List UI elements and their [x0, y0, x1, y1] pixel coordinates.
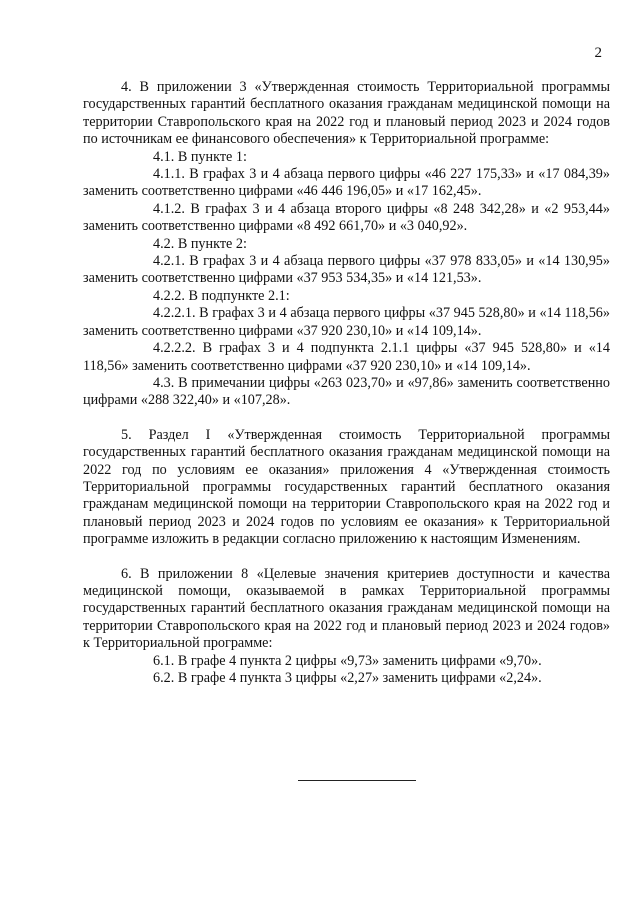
paragraph-4-2-2: 4.2.2. В подпункте 2.1:: [153, 287, 290, 304]
document-body: [83, 79, 610, 687]
end-separator-line: [298, 780, 416, 781]
paragraph-4-2-2-2: 4.2.2.2. В графах 3 и 4 подпункта 2.1.1 цифры «37 945 528,80» и «14 118,56» заменить соответственно цифрами «37 920 230,10» и «14 109,14».: [83, 340, 610, 374]
paragraph-4-1-1: 4.1.1. В графах 3 и 4 абзаца первого цифры «46 227 175,33» и «17 084,39» заменить соответственно цифрами «46 446 196,05» и «17 162,45».: [83, 166, 610, 200]
paragraph-4-3: 4.3. В примечании цифры «263 023,70» и «97,86» заменить соответственно цифрами «288 322,40» и «107,28».: [83, 374, 610, 409]
page-number: 2: [594, 45, 602, 61]
paragraph-6: 6. В приложении 8 «Целевые значения критериев доступности и качества медицинской помощи, оказываемой в рамках Территориальной программы государственных гарантий бесплатного оказания гражданам медицинской помощи на территории Ставропольского края на 2022 год и плановый период 2023 и 2024 годов» к Территориальной программе:: [83, 565, 610, 652]
paragraph-4-2: 4.2. В пункте 2:: [153, 235, 247, 252]
section-gap: [83, 549, 610, 566]
paragraph-4-1-2: 4.1.2. В графах 3 и 4 абзаца второго цифры «8 248 342,28» и «2 953,44» заменить соответственно цифрами «8 492 661,70» и «3 040,92».: [83, 200, 610, 235]
paragraph-4-2-2-1: 4.2.2.1. В графах 3 и 4 абзаца первого цифры «37 945 528,80» и «14 118,56» заменить соответственно цифрами «37 920 230,10» и «14 109,14».: [83, 305, 610, 339]
paragraph-6-2: 6.2. В графе 4 пункта 3 цифры «2,27» заменить цифрами «2,24».: [153, 670, 542, 686]
section-6: [83, 566, 610, 688]
section-4: [83, 79, 610, 410]
paragraph-4-2-1: 4.2.1. В графах 3 и 4 абзаца первого цифры «37 978 833,05» и «14 130,95» заменить соответственно цифрами «37 953 534,35» и «14 121,53».: [83, 253, 610, 287]
section-5: [83, 427, 610, 549]
paragraph-6-1: 6.1. В графе 4 пункта 2 цифры «9,73» заменить цифрами «9,70».: [153, 652, 542, 669]
paragraph-4-1: 4.1. В пункте 1:: [153, 148, 247, 165]
section-gap: [83, 410, 610, 427]
paragraph-5: 5. Раздел I «Утвержденная стоимость Территориальной программы государственных гарантий бесплатного оказания гражданам медицинской помощи на 2022 год по условиям ее оказания» приложения 4 «Утвержденная стоимость Территориальной программы государственных гарантий бесплатного оказания гражданам медицинской помощи на территории Ставропольского края на 2022 год и плановый период 2023 и 2024 годов по условиям ее оказания» к Территориальной программе изложить в редакции согласно приложению к настоящим Изменениям.: [83, 426, 610, 548]
paragraph-4: 4. В приложении 3 «Утвержденная стоимость Территориальной программы государственных гарантий бесплатного оказания гражданам медицинской помощи на территории Ставропольского края на 2022 год и плановый период 2023 и 2024 годов по источникам ее финансового обеспечения» к Территориальной программе:: [83, 79, 610, 148]
